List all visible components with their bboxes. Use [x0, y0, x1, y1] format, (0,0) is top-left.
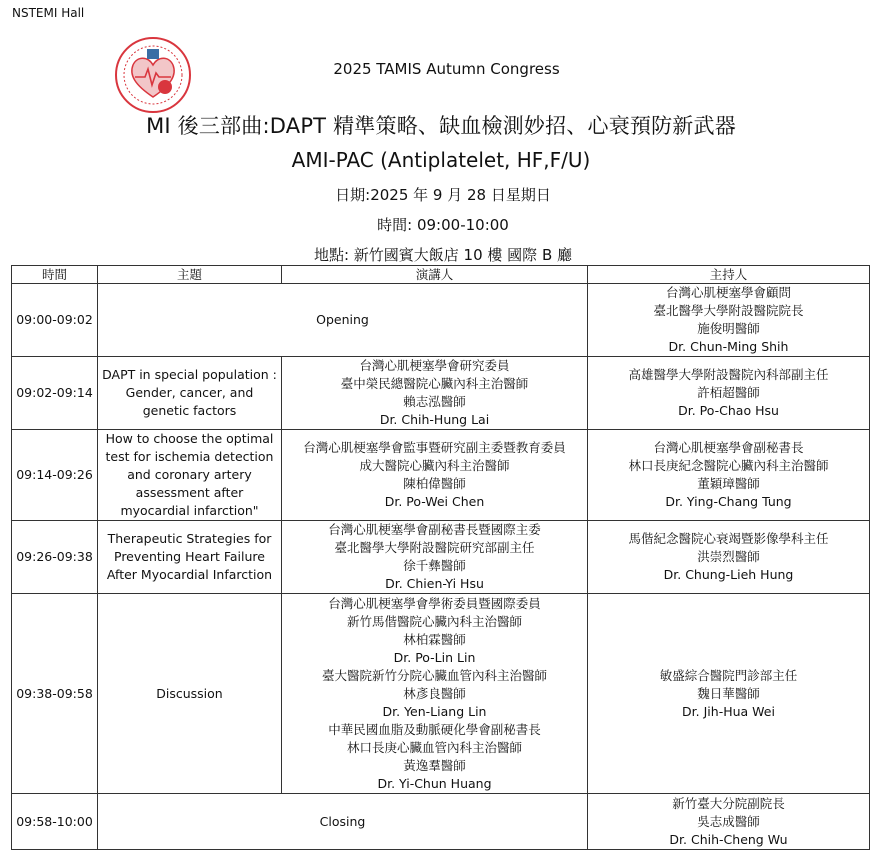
- header-time: 時間: [12, 266, 98, 284]
- moderator-cell: [588, 594, 870, 794]
- speaker-line: 台灣心肌梗塞學會研究委員: [359, 358, 510, 373]
- moderator-line: Dr. Chun-Ming Shih: [668, 339, 789, 354]
- time-cell: 09:38-09:58: [12, 594, 98, 794]
- session-cell: Closing: [98, 794, 588, 850]
- speaker-line: Dr. Chien-Yi Hsu: [385, 576, 484, 591]
- speaker-line: 台灣心肌梗塞學會監事暨研究副主委暨教育委員: [303, 440, 566, 455]
- table-row: [12, 521, 870, 594]
- moderator-line: 吳志成醫師: [697, 813, 760, 829]
- speaker-line: 台灣心肌梗塞學會學術委員暨國際委員: [328, 595, 541, 611]
- speaker-line: 中華民國血脂及動脈硬化學會副秘書長: [328, 721, 541, 737]
- header-speaker: 演講人: [282, 266, 588, 284]
- speaker-cell: [282, 357, 588, 430]
- header-moderator: 主持人: [588, 266, 870, 284]
- schedule-table: [11, 265, 870, 850]
- congress-name: 2025 TAMIS Autumn Congress: [333, 60, 560, 78]
- moderator-line: 新竹臺大分院副院長: [672, 795, 785, 811]
- moderator-line: 高雄醫學大學附設醫院內科部副主任: [628, 367, 829, 382]
- speaker-line: 臺北醫學大學附設醫院研究部副主任: [334, 540, 535, 555]
- speaker-line: Dr. Po-Wei Chen: [384, 494, 485, 509]
- moderator-line: 台灣心肌梗塞學會顧問: [665, 285, 791, 300]
- speaker-line: 徐千彝醫師: [403, 558, 466, 573]
- moderator-line: 林口長庚紀念醫院心臟內科主治醫師: [628, 458, 829, 473]
- session-venue: 地點: 新竹國賓大飯店 10 樓 國際 B 廳: [313, 246, 573, 264]
- table-row: [12, 284, 870, 357]
- moderator-line: 洪崇烈醫師: [697, 549, 760, 564]
- session-title: MI 後三部曲:DAPT 精準策略、缺血檢測妙招、心衰預防新武器: [146, 114, 736, 138]
- moderator-cell: [588, 284, 870, 357]
- topic-cell: Discussion: [98, 594, 282, 794]
- hall-label: NSTEMI Hall: [12, 6, 85, 20]
- moderator-cell: [588, 357, 870, 430]
- moderator-line: 施俊明醫師: [697, 321, 760, 336]
- moderator-cell: [588, 521, 870, 594]
- session-subtitle: AMI-PAC (Antiplatelet, HF,F/U): [291, 148, 591, 172]
- moderator-line: 敏盛綜合醫院門診部主任: [659, 667, 798, 683]
- speaker-cell: [282, 430, 588, 521]
- speaker-line: Dr. Yi-Chun Huang: [377, 775, 492, 791]
- moderator-line: 台灣心肌梗塞學會副秘書長: [653, 440, 804, 455]
- table-row: [12, 794, 870, 850]
- speaker-line: Dr. Yen-Liang Lin: [382, 703, 487, 719]
- session-time: 時間: 09:00-10:00: [377, 216, 509, 234]
- moderator-line: 臺北醫學大學附設醫院院長: [653, 303, 804, 318]
- session-cell: Opening: [98, 284, 588, 357]
- speaker-line: 林柏霖醫師: [403, 631, 466, 647]
- moderator-cell: [588, 794, 870, 850]
- moderator-line: Dr. Po-Chao Hsu: [678, 403, 779, 418]
- time-cell: 09:58-10:00: [12, 794, 98, 850]
- moderator-line: Dr. Chih-Cheng Wu: [669, 831, 788, 847]
- moderator-cell: [588, 430, 870, 521]
- topic-cell: Therapeutic Strategies for Preventing Heart Failure After Myocardial Infarction: [98, 521, 282, 594]
- speaker-line: 成大醫院心臟內科主治醫師: [359, 458, 510, 473]
- moderator-line: 魏日華醫師: [697, 685, 760, 701]
- speaker-line: 賴志泓醫師: [403, 394, 466, 409]
- speaker-line: 林口長庚心臟血管內科主治醫師: [346, 739, 522, 755]
- speaker-line: 新竹馬偕醫院心臟內科主治醫師: [346, 613, 522, 629]
- speaker-line: Dr. Chih-Hung Lai: [379, 412, 490, 427]
- speaker-line: 臺大醫院新竹分院心臟血管內科主治醫師: [321, 667, 547, 683]
- header-topic: 主題: [98, 266, 282, 284]
- moderator-line: 許栢超醫師: [697, 385, 760, 400]
- time-cell: 09:00-09:02: [12, 284, 98, 357]
- table-row: [12, 594, 870, 794]
- moderator-line: Dr. Ying-Chang Tung: [665, 494, 792, 509]
- speaker-line: 台灣心肌梗塞學會副秘書長暨國際主委: [328, 522, 541, 537]
- topic-cell: How to choose the optimal test for ischemia detection and coronary artery assessment after myocardial infarction": [98, 430, 282, 521]
- moderator-line: 董穎璋醫師: [697, 476, 760, 491]
- speaker-cell: [282, 594, 588, 794]
- time-cell: 09:02-09:14: [12, 357, 98, 430]
- time-cell: 09:26-09:38: [12, 521, 98, 594]
- moderator-line: 馬偕紀念醫院心衰竭暨影像學科主任: [628, 531, 829, 546]
- speaker-line: 臺中榮民總醫院心臟內科主治醫師: [340, 376, 529, 391]
- speaker-line: 陳柏偉醫師: [403, 476, 466, 491]
- moderator-line: Dr. Chung-Lieh Hung: [663, 567, 794, 582]
- session-date: 日期:2025 年 9 月 28 日星期日: [335, 186, 551, 204]
- topic-cell: DAPT in special population : Gender, cancer, and genetic factors: [98, 357, 282, 430]
- table-row: [12, 430, 870, 521]
- table-header-row: [12, 266, 870, 284]
- moderator-line: Dr. Jih-Hua Wei: [682, 703, 775, 719]
- table-row: [12, 357, 870, 430]
- speaker-line: 林彥良醫師: [403, 685, 466, 701]
- speaker-line: 黃逸羣醫師: [403, 757, 466, 773]
- time-cell: 09:14-09:26: [12, 430, 98, 521]
- speaker-cell: [282, 521, 588, 594]
- speaker-line: Dr. Po-Lin Lin: [393, 649, 476, 665]
